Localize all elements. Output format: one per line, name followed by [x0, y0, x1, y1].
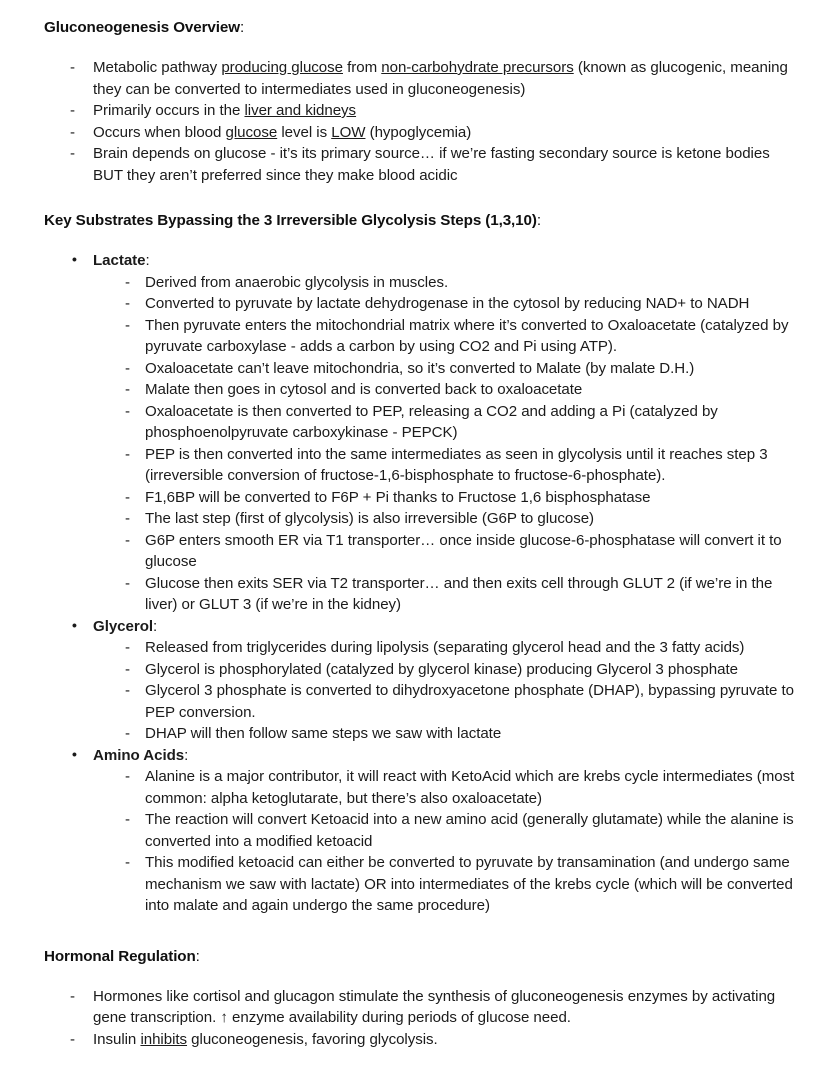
- list-item: [44, 143, 798, 186]
- list-item-text-part: gluconeogenesis, favoring glycolysis.: [187, 1030, 438, 1048]
- list-item-text-part: Occurs when blood: [93, 123, 226, 141]
- list-item: [44, 986, 798, 1029]
- spacer: [44, 39, 798, 57]
- list-item-text-part: Insulin: [93, 1030, 141, 1048]
- spacer: [44, 968, 798, 986]
- list-item: [44, 1029, 798, 1051]
- list-item: - Alanine is a major contributor, it will react with KetoAcid which are krebs cycle intermediates (most common: alpha ketoglutarate, but there’s also oxaloacetate): [44, 766, 798, 809]
- substrate-group-label: [44, 745, 798, 767]
- section-heading-hormonal-regulation: [44, 946, 798, 968]
- section-heading-key-substrates: [44, 210, 798, 232]
- list-item: - Malate then goes in cytosol and is converted back to oxaloacetate: [44, 379, 798, 401]
- overview-list: [44, 57, 798, 186]
- list-item: - The reaction will convert Ketoacid into a new amino acid (generally glutamate) while the alanine is converted into a modified ketoacid: [44, 809, 798, 852]
- list-item: [44, 122, 798, 144]
- list-item-text-part: Primarily occurs in the: [93, 102, 245, 119]
- substrate-group-label: [44, 250, 798, 272]
- list-item: - Converted to pyruvate by lactate dehydrogenase in the cytosol by reducing NAD+ to NADH: [44, 293, 798, 315]
- underlined-term: liver and kidneys: [244, 102, 357, 119]
- underlined-term: non-carbohydrate precursors: [381, 59, 574, 76]
- key-substrates-list: [44, 250, 798, 917]
- amino-acids-sublist: [44, 766, 798, 917]
- substrate-label-text: Amino Acids: [93, 746, 185, 764]
- substrate-label-colon: :: [184, 746, 189, 764]
- substrate-group-label: [44, 616, 798, 638]
- list-item-text-part: Brain depends on glucose - it’s its primary source… if we’re fasting secondary source is ketone bodies BUT they aren’t preferred since they make blood acidic: [93, 145, 770, 184]
- section-heading-overview-text: Gluconeogenesis Overview: [44, 19, 240, 36]
- list-item: - This modified ketoacid can either be converted to pyruvate by transamination (and undergo same mechanism we saw with lactate) OR into intermediates of the krebs cycle (which will be converted into malate and again undergo the same procedure): [44, 852, 798, 917]
- section-heading-hormonal-regulation-colon: :: [195, 947, 200, 965]
- hormonal-regulation-list: [44, 986, 798, 1051]
- list-item: - Released from triglycerides during lipolysis (separating glycerol head and the 3 fatty acids): [44, 637, 798, 659]
- section-heading-overview: [44, 17, 798, 39]
- section-heading-key-substrates-text: Key Substrates Bypassing the 3 Irreversible Glycolysis Steps (1,3,10): [44, 212, 537, 229]
- list-item-text-part: Metabolic pathway: [93, 59, 222, 76]
- list-item: - Oxaloacetate can’t leave mitochondria, so it’s converted to Malate (by malate D.H.): [44, 358, 798, 380]
- list-item-text-part: level is: [277, 123, 332, 141]
- substrate-label-colon: :: [153, 617, 158, 635]
- glycerol-sublist: [44, 637, 798, 745]
- list-item: - Glycerol 3 phosphate is converted to dihydroxyacetone phosphate (DHAP), bypassing pyruvate to PEP conversion.: [44, 680, 798, 723]
- list-item-text-part: (known as glucogenic, meaning they can be converted to intermediates used in gluconeogenesis): [93, 59, 788, 98]
- section-heading-key-substrates-colon: :: [536, 212, 541, 229]
- list-item-text-part: Hormones like cortisol and glucagon stimulate the synthesis of gluconeogenesis enzymes by activating gene transcription. ↑ enzyme availability during periods of glucose need.: [93, 987, 776, 1026]
- underlined-term: LOW: [331, 123, 366, 141]
- spacer: [44, 917, 798, 946]
- list-item: - Then pyruvate enters the mitochondrial matrix where it’s converted to Oxaloacetate (catalyzed by pyruvate carboxylase - adds a carbon by using CO2 and Pi using ATP).: [44, 315, 798, 358]
- spacer: [44, 232, 798, 250]
- underlined-term: glucose: [225, 123, 278, 141]
- section-heading-overview-colon: :: [239, 19, 245, 36]
- list-item: - Derived from anaerobic glycolysis in muscles.: [44, 272, 798, 294]
- substrate-label-text: Glycerol: [93, 617, 154, 635]
- substrate-label-text: Lactate: [93, 252, 146, 269]
- list-item-text-part: from: [342, 59, 382, 76]
- list-item: [44, 100, 798, 122]
- list-item-text-part: (hypoglycemia): [365, 123, 472, 141]
- list-item: - Oxaloacetate is then converted to PEP, releasing a CO2 and adding a Pi (catalyzed by phosphoenolpyruvate carboxykinase - PEPCK): [44, 401, 798, 444]
- list-item: - Glucose then exits SER via T2 transporter… and then exits cell through GLUT 2 (if we’re in the liver) or GLUT 3 (if we’re in the kidney): [44, 573, 798, 616]
- list-item: - G6P enters smooth ER via T1 transporter… once inside glucose-6-phosphatase will convert it to glucose: [44, 530, 798, 573]
- list-item: - DHAP will then follow same steps we saw with lactate: [44, 723, 798, 745]
- list-item: - PEP is then converted into the same intermediates as seen in glycolysis until it reaches step 3 (irreversible conversion of fructose-1,6-bisphosphate to fructose-6-phosphate).: [44, 444, 798, 487]
- section-heading-hormonal-regulation-text: Hormonal Regulation: [44, 947, 196, 965]
- list-item: [44, 57, 798, 100]
- underlined-term: inhibits: [140, 1030, 188, 1048]
- list-item: - Glycerol is phosphorylated (catalyzed by glycerol kinase) producing Glycerol 3 phosphate: [44, 659, 798, 681]
- list-item: - F1,6BP will be converted to F6P + Pi thanks to Fructose 1,6 bisphosphatase: [44, 487, 798, 509]
- underlined-term: producing glucose: [221, 59, 343, 76]
- list-item: - The last step (first of glycolysis) is also irreversible (G6P to glucose): [44, 508, 798, 530]
- spacer: [44, 186, 798, 210]
- substrate-label-colon: :: [145, 252, 150, 269]
- lactate-sublist: [44, 272, 798, 616]
